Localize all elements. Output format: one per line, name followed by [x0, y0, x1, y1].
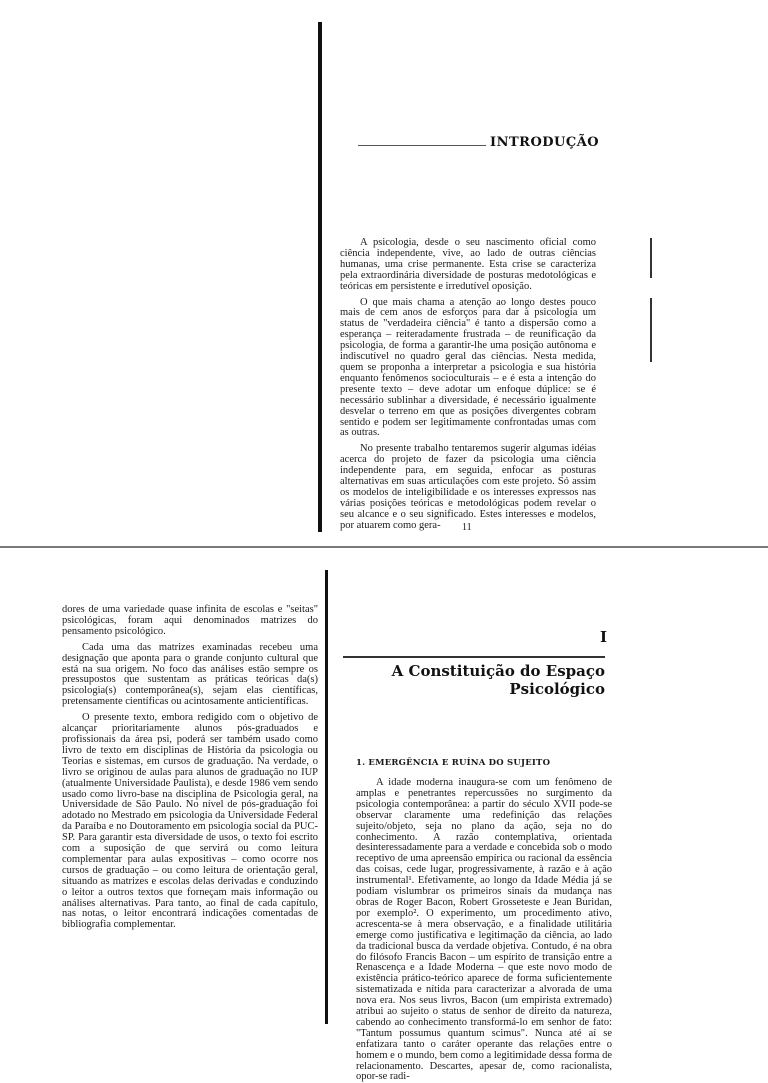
gutter-shadow	[318, 22, 322, 532]
page-number: 11	[462, 522, 472, 533]
paragraph: O presente texto, embora redigido com o objetivo de alcançar prioritariamente alunos pós-graduados e profissionais da área psi, poderá ser também usado como livro de texto em disciplinas de História da psicologia ou Teorias e sistemas, em cursos de graduação. Na verdade, o livro se originou de aulas para alunos de graduação no IUP (atualmente Universidade Paulista), e desde 1986 vem sendo usado como livro-base na disciplina de Psicologia geral, na Universidade de São Paulo. No nível de pós-graduação foi adotado no Mestrado em psicologia da Universidade Federal da Paraíba e no Doutoramento em psicologia social da PUC-SP. Para garantir esta diversidade de usos, o texto foi escrito com a suposição de que servirá ou como leitura complementar para aulas expositivas – como ocorre nos cursos de graduação – ou como leitura de orientação geral, situando as matrizes e escolas delas derivadas e conduzindo o leitor a outros textos que forneçam mais informação ou análises alternativas. Para tanto, ao final de cada capítulo, nas notas, o leitor encontrará indicações comentadas de bibliografia complementar.	[62, 712, 318, 931]
page-heading: INTRODUÇÃO	[490, 135, 600, 150]
chapter-numeral: I	[600, 628, 608, 646]
bottom-page-spread	[0, 548, 768, 1083]
margin-mark	[650, 238, 652, 278]
paragraph: Cada uma das matrizes examinadas recebeu uma designação que aponta para o grande conjunto cultural que está na sua origem. No foco das análises estão sempre os pressupostos que sustentam as práticas teóricas da(s) psicologia(s) contemporânea(s), sejam elas científicas, pretensamente científicas ou acintosamente anticientíficas.	[62, 641, 318, 708]
gutter-shadow	[325, 570, 328, 1024]
chapter-rule	[343, 656, 605, 658]
chapter-body-text	[356, 778, 612, 1083]
paragraph: A idade moderna inaugura-se com um fenômeno de amplas e penetrantes repercussões no surgimento da psicologia contemporânea: a partir do século XVII pode-se observar claramente uma redefinição das relações sujeito/objeto, seja no plano da ação, seja no do conhecimento. A razão contemplativa, orientada desinteressadamente para a verdade e concebida sob o modo receptivo de uma apreensão empírica ou racional da essência das coisas, cede lugar, progressivamente, à razão e à ação instrumental¹. Efetivamente, ao longo da Idade Média já se podiam vislumbrar os primeiros sinais da mudança nas obras de Roger Bacon, Robert Grosseteste e Jean Buridan, por exemplo². O experimento, um procedimento ativo, acrescenta-se à mera observação, e a finalidade utilitária emerge como justificativa e legitimação da ciência, ao lado da tradicional busca da verdade objetiva. Contudo, é na obra do filósofo Francis Bacon – um espírito de transição entre a Renascença e a Idade Moderna – que este novo modo de existência prático-teórico aparece de forma suficientemente sistematizada e nítida para caracterizar a alvorada de uma nova era. Nos seus livros, Bacon (um empirista extremado) atribui ao sujeito o status de senhor de direito da natureza, cabendo ao conhecimento transformá-lo em senhor de fato: "Tantum possumus quantum scimus". Nunca até aí se enfatizara tanto o caráter operante das relações entre o homem e o mundo, bem como a legitimidade dessa forma de relacionamento. Descartes, apesar de, como racionalista, opor-se radi-	[356, 777, 612, 1083]
margin-mark	[650, 298, 652, 362]
paragraph: dores de uma variedade quase infinita de escolas e "seitas" psicológicas, foram aqui denominados matrizes do pensamento psicológico.	[62, 604, 318, 637]
chapter-title	[343, 662, 605, 698]
paragraph: No presente trabalho tentaremos sugerir algumas idéias acerca do projeto de fazer da psicologia uma ciência independente para, em seguida, enfocar as posturas alternativas em suas articulações com este projeto. Só assim os modelos de inteligibilidade e os interesses expressos nas várias posições teóricas e metodológicas podem revelar o seu alcance e o seu significado. Estes interesses e modelos, por atuarem como gera-	[340, 443, 596, 531]
chapter-title-line: A Constituição do Espaço	[391, 662, 605, 680]
chapter-title-line: Psicológico	[509, 680, 605, 698]
heading-rule	[358, 145, 486, 146]
paragraph: A psicologia, desde o seu nascimento oficial como ciência independente, vive, ao lado de outras ciências humanas, uma crise permanente. Esta crise se caracteriza pela extraordinária diversidade de posturas medotológicas e teóricas em persistente e irredutível oposição.	[340, 237, 596, 292]
body-text	[340, 238, 596, 532]
continuation-text	[62, 605, 318, 931]
section-heading: 1. EMERGÊNCIA E RUÍNA DO SUJEITO	[356, 758, 551, 768]
paragraph: O que mais chama a atenção ao longo destes pouco mais de cem anos de esforços para dar à psicologia um status de "verdadeira ciência" é tanto a dispersão como a esperança – reiteradamente frustrada – de reunificação da psicologia, de forma a garantir-lhe uma posição autônoma e indiscutível no quadro geral das ciências. Nesta medida, quem se proponha a interpretar a psicologia e sua história enquanto fenômenos socioculturais – e é esta a intenção do presente texto – deve adotar um enfoque dúplice: se é necessário sublinhar a diversidade, é necessário igualmente desvelar o terreno em que as posições divergentes cobram sentido e podem ser legitimamente confrontadas umas com as outras.	[340, 296, 596, 439]
